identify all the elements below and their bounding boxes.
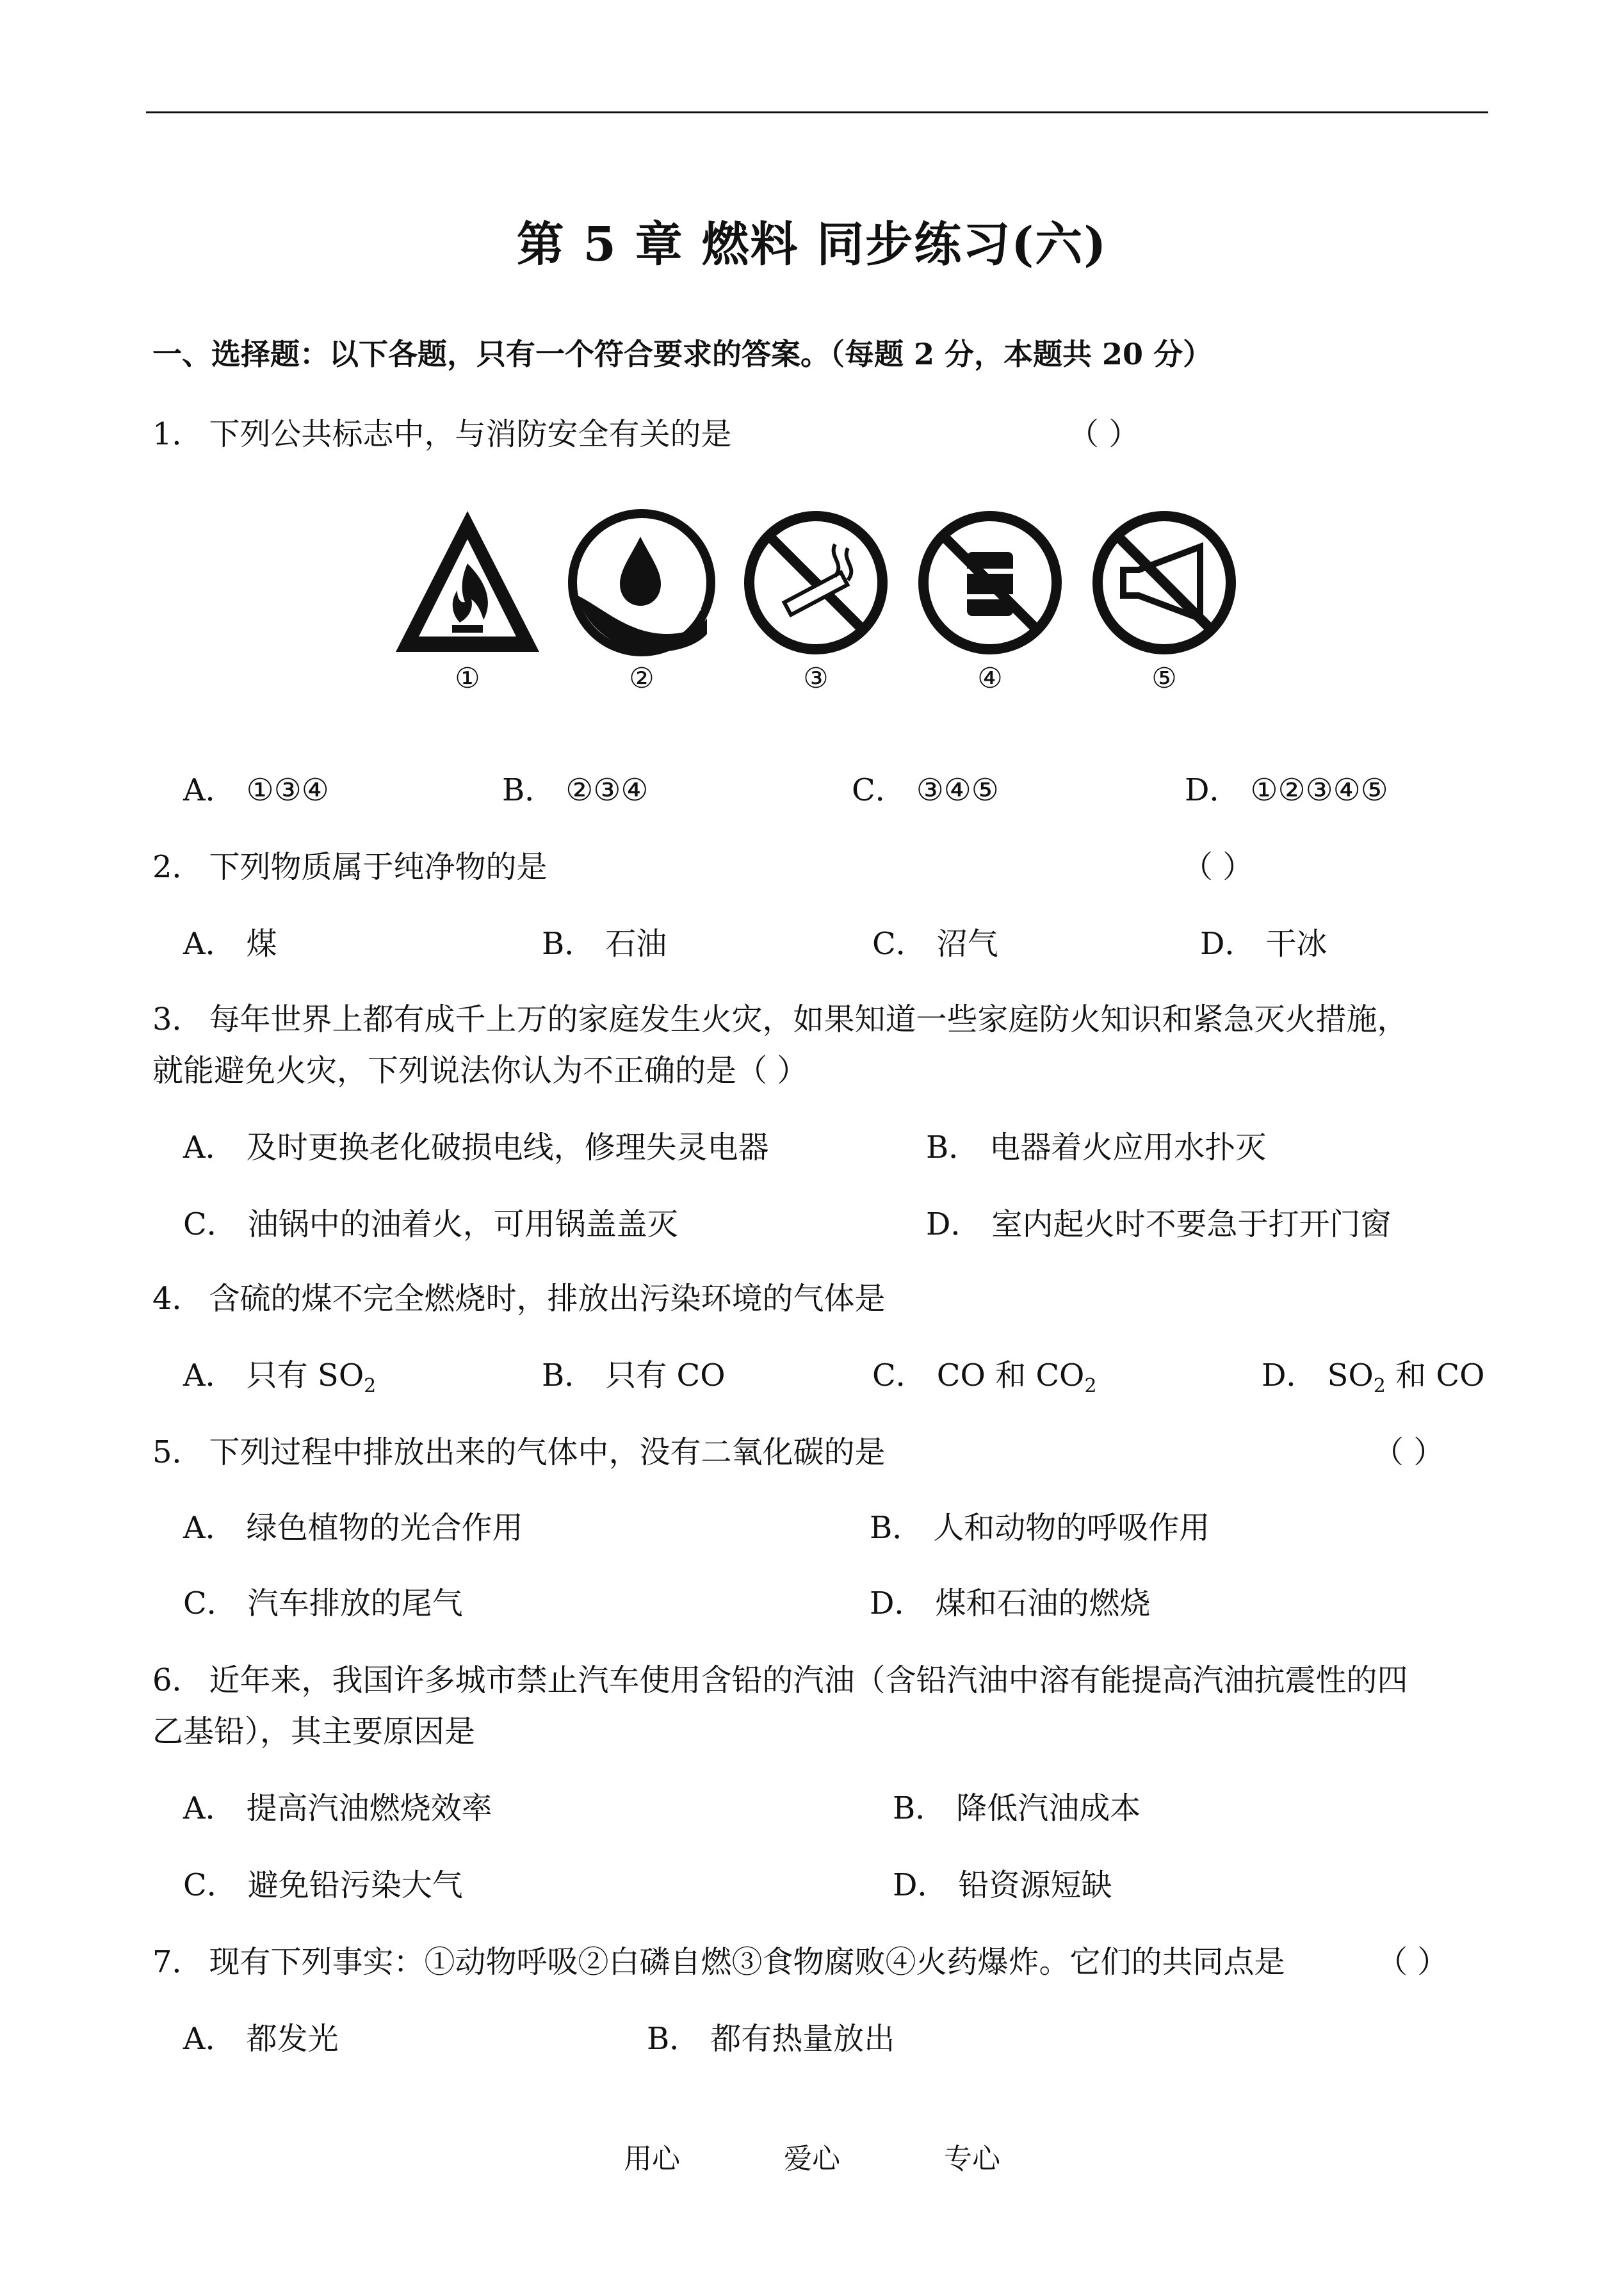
q6-option-a[interactable]: A． 提高汽油燃烧效率 [183, 1790, 492, 1826]
q7-option-a[interactable]: A． 都发光 [183, 2021, 339, 2057]
q5-option-c[interactable]: C． 汽车排放的尾气 [183, 1585, 463, 1621]
header-rule [146, 111, 1488, 113]
answer-blank-5: （ ） [1373, 1434, 1445, 1470]
q6-option-c[interactable]: C． 避免铅污染大气 [183, 1867, 463, 1903]
answer-blank-1: （ ） [1068, 416, 1140, 452]
q4-option-a[interactable]: A． 只有 $SO_2$ [183, 1358, 377, 1397]
q3-option-d[interactable]: D． 室内起火时不要急于打开门窗 [926, 1206, 1392, 1242]
sign-number: ⑤ [1151, 662, 1177, 695]
q3-option-a[interactable]: A． 及时更换老化破损电线，修理失灵电器 [183, 1130, 769, 1165]
page-title: 第 5 章 燃料 同步练习(六) [516, 217, 1108, 272]
no-fuel-barrel-icon [913, 506, 1067, 695]
q7-option-b[interactable]: B． 都有热量放出 [647, 2021, 895, 2057]
question-6: 6． 近年来，我国许多城市禁止汽车使用含铅的汽油（含铅汽油中溶有能提高汽油抗震性的四 [152, 1662, 1408, 1698]
q5-option-d[interactable]: D． 煤和石油的燃烧 [870, 1585, 1151, 1621]
question-4: 4． 含硫的煤不完全燃烧时，排放出污染环境的气体是 [152, 1281, 886, 1317]
sign-number: ④ [977, 662, 1003, 695]
question-1 [152, 416, 732, 452]
q1-option-c[interactable]: C． ③④⑤ [852, 772, 999, 808]
sign-number: ② [629, 662, 654, 695]
question-3: 3． 每年世界上都有成千上万的家庭发生火灾，如果知道一些家庭防火知识和紧急灭火措施， [152, 1002, 1408, 1037]
question-7: 7． 现有下列事实：①动物呼吸②白磷自燃③食物腐败④火药爆炸。它们的共同点是 [152, 1944, 1285, 1980]
question-6-line-2: 乙基铅），其主要原因是 [152, 1714, 476, 1749]
q5-option-a[interactable]: A． 绿色植物的光合作用 [183, 1510, 523, 1546]
q1-option-b[interactable]: B． ②③④ [502, 772, 649, 808]
q1-option-a[interactable]: A． ①③④ [183, 772, 329, 808]
q4-option-d[interactable]: D． $SO_2$ 和 CO [1262, 1358, 1485, 1397]
q5-option-b[interactable]: B． 人和动物的呼吸作用 [870, 1510, 1210, 1546]
q4-option-b[interactable]: B． 只有 CO [542, 1358, 726, 1393]
q3-option-c[interactable]: C． 油锅中的油着火，可用锅盖盖灭 [183, 1206, 678, 1242]
q4-option-c[interactable]: C． CO 和 $CO_2$ [872, 1358, 1097, 1397]
section-heading: 一、选择题：以下各题，只有一个符合要求的答案。（每题 2 分，本题共 20 分） [152, 337, 1213, 371]
no-smoking-icon [739, 506, 893, 695]
answer-blank-7: （ ） [1377, 1944, 1449, 1980]
question-number: 1． [152, 416, 203, 452]
sign-number: ③ [803, 662, 829, 695]
q6-option-d[interactable]: D． 铅资源短缺 [893, 1867, 1112, 1903]
sign-row [391, 506, 1249, 698]
sign-number: ① [455, 662, 480, 695]
question-5: 5． 下列过程中排放出来的气体中，没有二氧化碳的是 [152, 1434, 886, 1470]
flammable-warning-triangle-icon [391, 506, 544, 695]
q2-option-c[interactable]: C． 沼气 [872, 926, 998, 962]
answer-blank-2: （ ） [1182, 849, 1254, 885]
q6-option-b[interactable]: B． 降低汽油成本 [893, 1790, 1141, 1826]
q3-option-b[interactable]: B． 电器着火应用水扑灭 [926, 1130, 1267, 1165]
q1-option-d[interactable]: D． ①②③④⑤ [1185, 772, 1388, 808]
no-horn-icon [1087, 506, 1241, 695]
question-3-line-2: 就能避免火灾，下列说法你认为不正确的是（ ） [152, 1053, 808, 1089]
question-text: 下列公共标志中，与消防安全有关的是 [209, 416, 732, 452]
q2-option-d[interactable]: D． 干冰 [1200, 926, 1328, 962]
q2-option-b[interactable]: B． 石油 [542, 926, 667, 962]
water-saving-hand-icon [565, 506, 719, 695]
page-footer: 用心 爱心 专心 [624, 2143, 1000, 2175]
q2-option-a[interactable]: A． 煤 [183, 926, 277, 962]
question-2: 2． 下列物质属于纯净物的是 [152, 849, 548, 885]
